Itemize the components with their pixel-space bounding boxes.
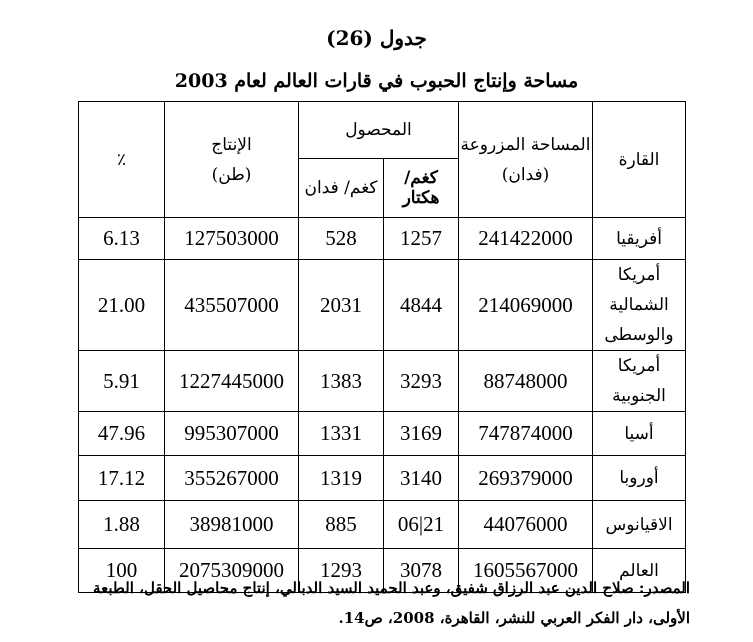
cell-kg-hectare: 4844	[384, 260, 459, 351]
header-production	[165, 102, 299, 218]
cell-area: 747874000	[459, 412, 593, 456]
cell-production: 2075309000	[165, 549, 299, 593]
table-row	[79, 218, 686, 260]
grain-table	[78, 101, 686, 593]
table-row	[79, 260, 686, 351]
cell-kg-feddan: 1331	[299, 412, 384, 456]
header-area	[459, 102, 593, 218]
cell-production: 355267000	[165, 456, 299, 501]
cell-continent: أفريقيا	[593, 218, 686, 260]
header-area-label: المساحة المزروعة	[460, 134, 591, 155]
cell-production: 435507000	[165, 260, 299, 351]
header-production-label: الإنتاج	[211, 134, 252, 155]
cell-area: 241422000	[459, 218, 593, 260]
header-area-unit: (فدان)	[501, 164, 550, 185]
cell-kg-hectare: 3293	[384, 351, 459, 412]
header-yield: المحصول	[299, 102, 459, 159]
table-row	[79, 501, 686, 549]
cell-area: 214069000	[459, 260, 593, 351]
cell-kg-hectare: 1257	[384, 218, 459, 260]
cell-area: 88748000	[459, 351, 593, 412]
header-continent: القارة	[593, 102, 686, 218]
cell-kg-feddan: 2031	[299, 260, 384, 351]
cell-percent: 17.12	[79, 456, 165, 501]
cell-kg-hectare: 21|06	[384, 501, 459, 549]
cell-percent: 100	[79, 549, 165, 593]
cell-kg-feddan: 885	[299, 501, 384, 549]
cell-production: 995307000	[165, 412, 299, 456]
cell-kg-feddan: 1293	[299, 549, 384, 593]
table-row	[79, 456, 686, 501]
cell-area: 269379000	[459, 456, 593, 501]
table-number: جدول (26)	[326, 26, 427, 50]
cell-kg-feddan: 1319	[299, 456, 384, 501]
cell-production: 1227445000	[165, 351, 299, 412]
cell-kg-hectare: 3169	[384, 412, 459, 456]
cell-continent: العالم	[593, 549, 686, 593]
header-kg-hectare: كغم/ هكتار	[384, 159, 459, 218]
cell-area: 44076000	[459, 501, 593, 549]
cell-continent: أمريكا الشمالية والوسطى	[593, 260, 686, 351]
cell-production: 127503000	[165, 218, 299, 260]
cell-continent: أمريكا الجنوبية	[593, 351, 686, 412]
header-percent: ٪	[79, 102, 165, 218]
cell-kg-hectare: 3140	[384, 456, 459, 501]
cell-continent: الاقيانوس	[593, 501, 686, 549]
table-row	[79, 351, 686, 412]
cell-production: 38981000	[165, 501, 299, 549]
cell-kg-feddan: 1383	[299, 351, 384, 412]
cell-kg-feddan: 528	[299, 218, 384, 260]
header-kg-feddan: كغم/ فدان	[299, 159, 384, 218]
cell-continent: أوروبا	[593, 456, 686, 501]
table-row	[79, 412, 686, 456]
cell-kg-hectare: 3078	[384, 549, 459, 593]
cell-percent: 47.96	[79, 412, 165, 456]
source-note: المصدر: صلاح الدين عبد الرزاق شفيق، وعبد الحميد السيد الدبالي، إنتاج محاصيل الحقل، الطبعة الأولى، دار الفكر العربي للنشر، القاهرة، 2008، ص14.	[93, 579, 690, 627]
cell-percent: 6.13	[79, 218, 165, 260]
cell-area: 1605567000	[459, 549, 593, 593]
cell-percent: 21.00	[79, 260, 165, 351]
cell-percent: 1.88	[79, 501, 165, 549]
cell-continent: أسيا	[593, 412, 686, 456]
cell-percent: 5.91	[79, 351, 165, 412]
header-production-unit: (طن)	[211, 164, 252, 185]
table-title: مساحة وإنتاج الحبوب في قارات العالم لعام 2003	[174, 70, 579, 92]
